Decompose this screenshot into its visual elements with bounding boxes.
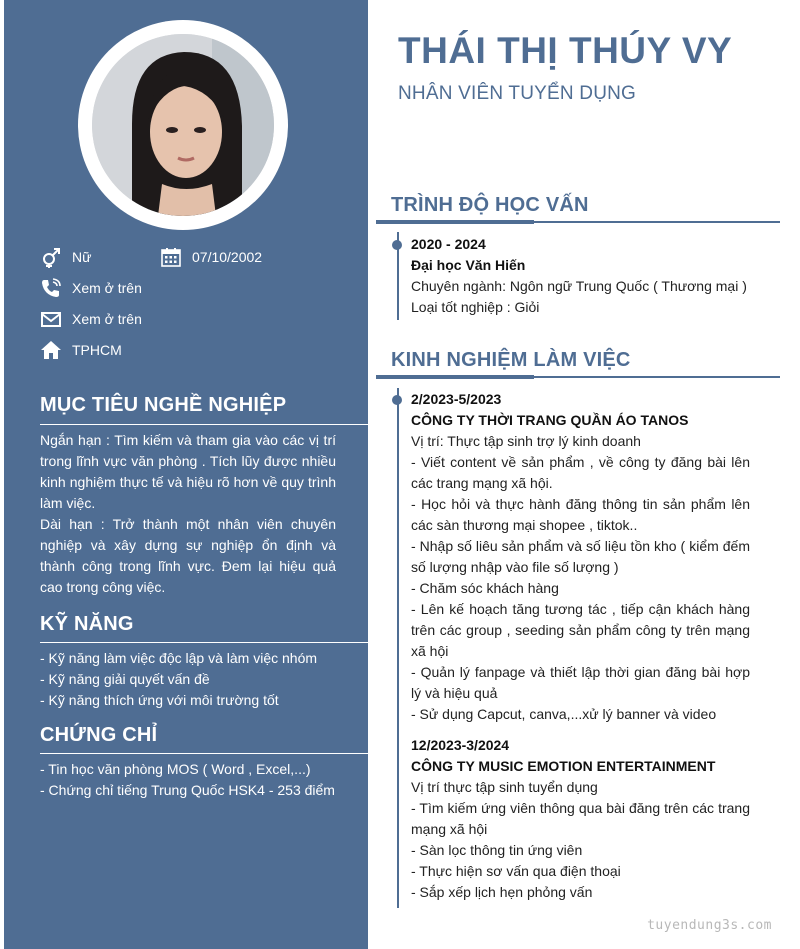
certificate-item: - Tin học văn phòng MOS ( Word , Excel,...) [40, 761, 311, 777]
location-row [40, 338, 122, 362]
skill-item: - Kỹ năng thích ứng với môi trường tốt [40, 692, 279, 708]
job-entry [411, 389, 750, 725]
objective-text [40, 430, 336, 598]
job-period: 12/2023-3/2024 [411, 737, 510, 753]
envelope-icon [40, 308, 62, 330]
dob-value: 07/10/2002 [192, 249, 263, 265]
objective-heading: MỤC TIÊU NGHỀ NGHIỆP [40, 394, 287, 416]
skills-heading: KỸ NĂNG [40, 613, 134, 635]
education-school: Đại học Văn Hiến [411, 257, 526, 273]
skill-item: - Kỹ năng làm việc độc lập và làm việc nhóm [40, 650, 318, 666]
experience-rule [376, 376, 780, 378]
education-grade: Loại tốt nghiệp : Giỏi [411, 299, 540, 315]
skills-list [40, 648, 360, 711]
job-duty: - Sàn lọc thông tin ứng viên [411, 842, 583, 858]
certificate-item: - Chứng chỉ tiếng Trung Quốc HSK4 - 253 điểm [40, 782, 335, 798]
job-entry [411, 735, 750, 903]
job-duty: - Nhập số liêu sản phẩm và số liệu tồn kho ( kiểm đếm số lượng nhập vào file số lượng ) [411, 538, 750, 575]
experience-dot [392, 395, 402, 405]
job-duty: - Thực hiện sơ vấn qua điện thoại [411, 863, 621, 879]
gender-value: Nữ [72, 249, 92, 265]
avatar [92, 34, 274, 216]
job-duty: - Viết content về sản phẩm , về công ty đăng bài lên các trang mạng xã hội. [411, 454, 750, 491]
job-company: CÔNG TY MUSIC EMOTION ENTERTAINMENT [411, 758, 716, 774]
job-duty: - Lên kế hoạch tăng tương tác , tiếp cận khách hàng trên các group , seeding sản phẩm công ty trên mạng xã hội [411, 601, 750, 659]
location-value: TPHCM [72, 342, 122, 358]
experience-timeline [397, 388, 399, 908]
job-company: CÔNG TY THỜI TRANG QUẦN ÁO TANOS [411, 412, 689, 428]
email-value: Xem ở trên [72, 311, 142, 327]
certificates-list [40, 759, 360, 801]
certificates-heading: CHỨNG CHỈ [40, 724, 158, 746]
education-major: Chuyên ngành: Ngôn ngữ Trung Quốc ( Thương mại ) [411, 278, 747, 294]
job-duty: - Sắp xếp lịch hẹn phỏng vấn [411, 884, 593, 900]
education-dot [392, 240, 402, 250]
education-period: 2020 - 2024 [411, 236, 486, 252]
job-duty: - Sử dụng Capcut, canva,...xử lý banner và video [411, 706, 717, 722]
objective-long-term: Dài hạn : Trở thành một nhân viên chuyên nghiệp và xây dựng sự nghiệp ổn định và thành công trong lĩnh vực. Đem lại hiệu quả cao trong công việc. [40, 516, 336, 595]
portrait-photo [92, 34, 274, 216]
skill-item: - Kỹ năng giải quyết vấn đề [40, 671, 210, 687]
gender-icon [40, 246, 62, 268]
job-duty: - Chăm sóc khách hàng [411, 580, 559, 596]
job-position: Vị trí thực tập sinh tuyển dụng [411, 779, 598, 795]
job-duty: - Học hỏi và thực hành đăng thông tin sản phẩm lên các sàn thương mại shopee , tiktok.. [411, 496, 750, 533]
certificates-rule [40, 753, 368, 754]
job-period: 2/2023-5/2023 [411, 391, 502, 407]
job-duty: - Quản lý fanpage và thiết lập thời gian đăng bài hợp lý và hiệu quả [411, 664, 750, 701]
phone-value: Xem ở trên [72, 280, 142, 296]
phone-icon [40, 277, 62, 299]
objective-rule [40, 424, 368, 425]
phone-row [40, 276, 142, 300]
candidate-name: THÁI THỊ THÚY VY [398, 30, 733, 71]
job-position: Vị trí: Thực tập sinh trợ lý kinh doanh [411, 433, 641, 449]
gender-row [40, 245, 91, 269]
education-heading: TRÌNH ĐỘ HỌC VẤN [391, 194, 589, 216]
job-duty: - Tìm kiếm ứng viên thông qua bài đăng trên các trang mạng xã hội [411, 800, 750, 837]
education-entry [411, 234, 750, 318]
skills-rule [40, 642, 368, 643]
education-rule [376, 221, 780, 223]
dob-row [160, 245, 262, 269]
experience-heading: KINH NGHIỆM LÀM VIỆC [391, 349, 631, 371]
home-icon [40, 339, 62, 361]
avatar-frame [78, 20, 288, 230]
calendar-icon [160, 246, 182, 268]
watermark: tuyendung3s.com [647, 918, 772, 933]
sidebar [4, 0, 368, 949]
candidate-role: NHÂN VIÊN TUYỂN DỤNG [398, 83, 637, 104]
email-row [40, 307, 142, 331]
objective-short-term: Ngắn hạn : Tìm kiếm và tham gia vào các vị trí trong lĩnh vực văn phòng . Tích lũy được nhiều kinh nghiệm thực tế và hiệu rõ hơn về quy trình làm việc. [40, 432, 336, 511]
